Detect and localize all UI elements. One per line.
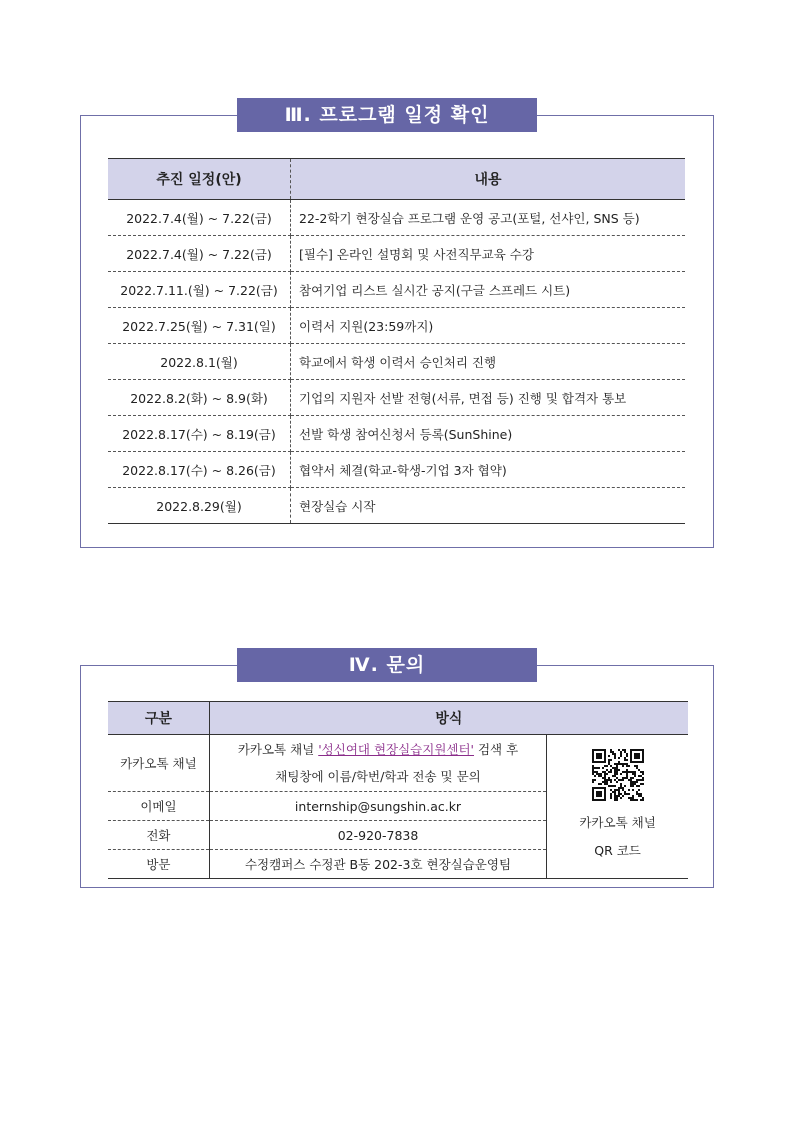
- schedule-date: 2022.8.29(월): [108, 488, 291, 524]
- schedule-header-content: 내용: [291, 159, 686, 200]
- schedule-row: [108, 272, 685, 308]
- kakao-line-suffix: 검색 후: [473, 742, 519, 757]
- email-label: 이메일: [108, 792, 209, 821]
- inquiry-table: [108, 701, 688, 879]
- schedule-row: [108, 308, 685, 344]
- schedule-date: 2022.7.25(월) ~ 7.31(일): [108, 308, 291, 344]
- schedule-date: 2022.7.11.(월) ~ 7.22(금): [108, 272, 291, 308]
- inquiry-title: Ⅳ. 문의: [237, 648, 537, 682]
- phone-value[interactable]: 02-920-7838: [209, 821, 546, 850]
- schedule-row: [108, 452, 685, 488]
- inquiry-header-category: 구분: [108, 702, 209, 735]
- schedule-date: 2022.8.1(월): [108, 344, 291, 380]
- qr-label-1: 카카오톡 채널: [579, 814, 656, 830]
- kakao-value: [209, 735, 546, 792]
- schedule-header-date: 추진 일정(안): [108, 159, 291, 200]
- schedule-content: 이력서 지원(23:59까지): [291, 308, 686, 344]
- kakao-channel-link[interactable]: '성신여대 현장실습지원센터': [318, 742, 474, 757]
- schedule-content: [필수] 온라인 설명회 및 사전직무교육 수강: [291, 236, 686, 272]
- visit-value: 수정캠퍼스 수정관 B동 202-3호 현장실습운영팀: [209, 850, 546, 879]
- qr-cell: [547, 735, 688, 879]
- schedule-date: 2022.7.4(월) ~ 7.22(금): [108, 200, 291, 236]
- kakao-line-prefix: 카카오톡 채널: [237, 742, 319, 757]
- inquiry-header-method: 방식: [209, 702, 688, 735]
- email-value[interactable]: internship@sungshin.ac.kr: [209, 792, 546, 821]
- schedule-content: 참여기업 리스트 실시간 공지(구글 스프레드 시트): [291, 272, 686, 308]
- schedule-table: [108, 158, 685, 524]
- schedule-content: 22-2학기 현장실습 프로그램 운영 공고(포털, 선샤인, SNS 등): [291, 200, 686, 236]
- kakao-line-2: 채팅창에 이름/학번/학과 전송 및 문의: [275, 769, 481, 784]
- schedule-title: Ⅲ. 프로그램 일정 확인: [237, 98, 537, 132]
- schedule-content: 학교에서 학생 이력서 승인처리 진행: [291, 344, 686, 380]
- schedule-row: [108, 344, 685, 380]
- schedule-row: [108, 236, 685, 272]
- qr-label-2: QR 코드: [594, 842, 641, 858]
- schedule-date: 2022.8.17(수) ~ 8.19(금): [108, 416, 291, 452]
- schedule-date: 2022.8.17(수) ~ 8.26(금): [108, 452, 291, 488]
- schedule-date: 2022.7.4(월) ~ 7.22(금): [108, 236, 291, 272]
- schedule-row: [108, 380, 685, 416]
- schedule-content: 기업의 지원자 선발 전형(서류, 면접 등) 진행 및 합격자 통보: [291, 380, 686, 416]
- visit-label: 방문: [108, 850, 209, 879]
- qr-code-icon[interactable]: [592, 749, 644, 801]
- schedule-row: [108, 416, 685, 452]
- schedule-content: 현장실습 시작: [291, 488, 686, 524]
- schedule-content: 선발 학생 참여신청서 등록(SunShine): [291, 416, 686, 452]
- schedule-date: 2022.8.2(화) ~ 8.9(화): [108, 380, 291, 416]
- kakao-label: 카카오톡 채널: [108, 735, 209, 792]
- schedule-row: [108, 488, 685, 524]
- schedule-content: 협약서 체결(학교-학생-기업 3자 협약): [291, 452, 686, 488]
- phone-label: 전화: [108, 821, 209, 850]
- schedule-row: [108, 200, 685, 236]
